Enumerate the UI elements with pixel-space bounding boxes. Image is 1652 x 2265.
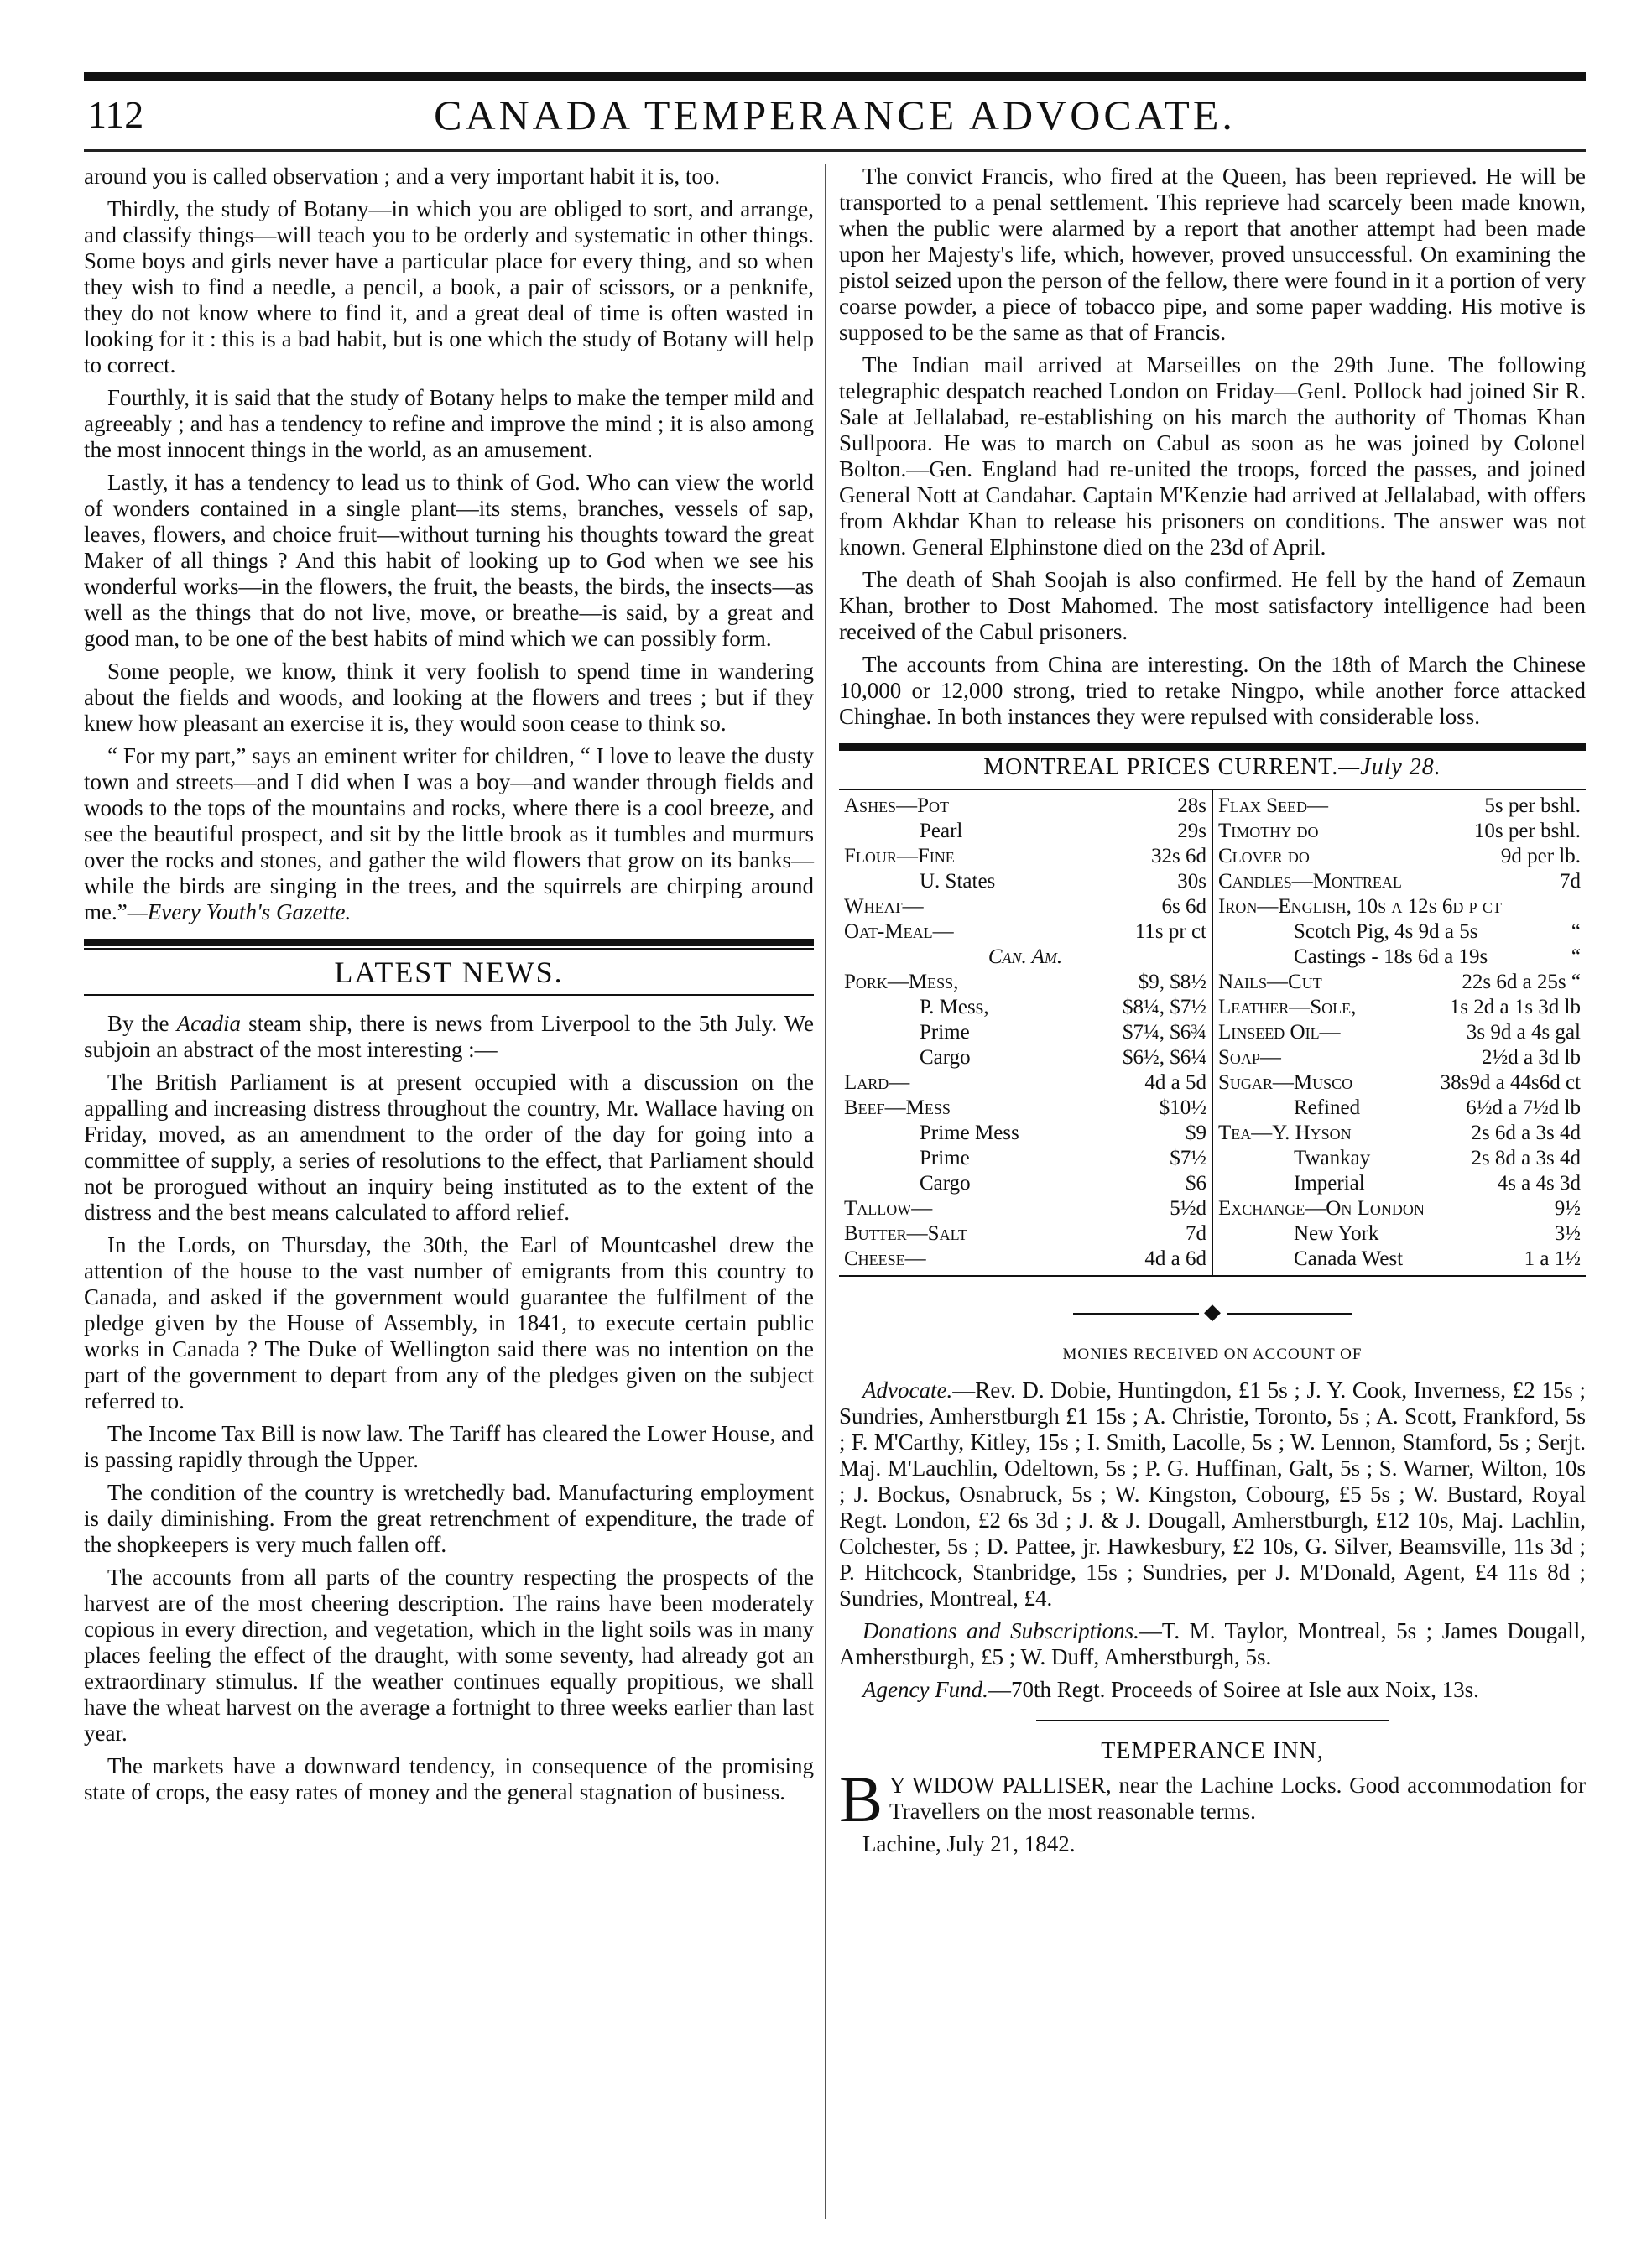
news-paragraph: The accounts from China are interesting. On the 18th of March the Chinese 10,000 or 12,000 strong, tried to retake Ningpo, while another force attacked Chinghae. In both instances they were repulsed with considerable loss. xyxy=(839,652,1586,729)
price-value: 6s 6d xyxy=(1161,895,1206,918)
price-value: $8¼, $7½ xyxy=(1123,996,1206,1018)
monies-lead: Advocate. xyxy=(862,1377,953,1403)
price-row xyxy=(844,1196,1206,1221)
monies-entry xyxy=(839,1618,1586,1670)
price-value: $7½ xyxy=(1170,1147,1206,1169)
price-value: 1s 2d a 1s 3d lb xyxy=(1449,996,1581,1018)
prices-table xyxy=(839,789,1586,1277)
news-paragraph: The condition of the country is wretchedly bad. Manufacturing employment is daily diminishing. From the great retrenchment of expenditure, the trade of the shopkeepers is very much fallen off. xyxy=(84,1480,814,1557)
price-row xyxy=(1218,970,1581,995)
price-row xyxy=(1218,1020,1581,1045)
inn-signoff: Lachine, July 21, 1842. xyxy=(862,1831,1076,1856)
price-row xyxy=(844,1247,1206,1272)
price-value: $6 xyxy=(1186,1172,1206,1195)
news-paragraph: The Indian mail arrived at Marseilles on the 29th June. The following telegraphic despatch reached London on Friday—Genl. Pollock had joined Sir R. Sale at Jellalabad, re-establishing on his march the authority of Thomas Khan Sullpoora. He was to march on Cabul as soon as he was joined by Colonel Bolton.—Gen. England had re-united the troops, forced the passes, and joined General Nott at Candahar. Captain M'Kenzie had arrived at Jellalabad, with offers from Akhdar Khan to release his prisoners on conditions. The answer was not known. General Elphinstone died on the 23d of April. xyxy=(839,352,1586,560)
monies-text: —T. M. Taylor, Montreal, 5s ; James Dougall, Amherstburgh, £5 ; W. Duff, Amherstburgh, 5s. xyxy=(839,1618,1586,1669)
price-row xyxy=(1218,1221,1581,1247)
short-rule xyxy=(1036,1720,1389,1721)
price-label: U. States xyxy=(920,870,996,893)
monies-text: —Rev. D. Dobie, Huntingdon, £1 5s ; J. Y. Cook, Inverness, £2 15s ; Sundries, Amherstburgh £1 15s ; A. Christie, Toronto, 5s ; A. Scott, Frankford, 5s ; F. M'Carthy, Kitley, 15s ; I. Smith, Lacolle, 5s ; W. Lennon, Stamford, 5s ; Serjt. Maj. M'Lauchlin, Odeltown, 5s ; P. G. Huffinan, Galt, 5s ; S. Warner, Wilton, 10s ; J. Bockus, Osnabruck, 5s ; W. Kingston, Cobourg, £5 5s ; W. Bustard, Royal Regt. London, £2 6s 3d ; J. & J. Dougall, Amherstburgh, £12 10s, Maj. Lachlin, Colchester, 5s ; D. Pattee, jr. Hawkesbury, £2 10s, G. Silver, Beamsville, 11s 3d ; P. Hitchcock, Stanbridge, 15s ; Sundries, per J. M'Donald, Agent, £4 11s 8d ; Sundries, Montreal, £4. xyxy=(839,1377,1586,1611)
price-row xyxy=(1218,1196,1581,1221)
price-row xyxy=(1218,1045,1581,1070)
price-value: 22s 6d a 25s “ xyxy=(1462,971,1581,993)
price-value: 2s 8d a 3s 4d xyxy=(1471,1147,1581,1169)
section-rule xyxy=(839,743,1586,751)
price-label: Flax Seed— xyxy=(1218,794,1329,817)
monies-text: —70th Regt. Proceeds of Soiree at Isle aux Noix, 13s. xyxy=(988,1677,1479,1702)
price-row xyxy=(1218,894,1581,919)
price-row xyxy=(1218,1121,1581,1146)
price-label: Sugar—Musco xyxy=(1218,1071,1353,1094)
price-value: 9½ xyxy=(1554,1197,1581,1220)
price-row xyxy=(1218,1247,1581,1272)
price-label: Soap— xyxy=(1218,1046,1281,1069)
price-row xyxy=(1218,1070,1581,1096)
prices-date: —July 28. xyxy=(1338,754,1441,780)
price-label: New York xyxy=(1294,1222,1379,1245)
news-intro-text: By the xyxy=(107,1011,177,1036)
price-value: 7d xyxy=(1560,870,1581,893)
price-value: 1 a 1½ xyxy=(1524,1247,1581,1270)
prices-title: MONTREAL PRICES CURRENT. xyxy=(983,754,1339,780)
botany-paragraph: Some people, we know, think it very foolish to spend time in wandering about the fields and woods, and looking at the flowers and trees ; but if they knew how pleasant an exercise it is, they would soon cease to think so. xyxy=(84,659,814,736)
inn-body: Y WIDOW PALLISER, near the Lachine Locks. Good accommodation for Travellers on the most reasonable terms. xyxy=(889,1773,1586,1824)
price-label: Pearl xyxy=(920,820,963,842)
price-value: 5½d xyxy=(1170,1197,1206,1220)
inn-heading: TEMPERANCE INN, xyxy=(1101,1738,1324,1764)
header-rule xyxy=(84,149,1586,152)
price-value: 4d a 5d xyxy=(1144,1071,1206,1094)
price-label: Flour—Fine xyxy=(844,845,955,867)
price-row xyxy=(844,894,1206,919)
price-label: Wheat— xyxy=(844,895,924,918)
price-value: 11s pr ct xyxy=(1134,920,1206,943)
price-label: Castings - 18s 6d a 19s xyxy=(1294,945,1488,968)
top-rule xyxy=(84,72,1586,81)
price-row xyxy=(844,1221,1206,1247)
price-value: 9d per lb. xyxy=(1500,845,1581,867)
price-value: 5s per bshl. xyxy=(1484,794,1581,817)
price-row xyxy=(844,970,1206,995)
latest-news-heading: LATEST NEWS. xyxy=(334,955,564,989)
prices-heading xyxy=(839,754,1586,780)
price-label: Prime Mess xyxy=(920,1122,1019,1144)
price-label: Imperial xyxy=(1294,1172,1365,1195)
news-paragraph: The accounts from all parts of the country respecting the prospects of the harvest are of the most cheering description. The rains have been moderately copious in every direction, and vegetation, which in the light soils was in many places feeling the effect of the draught, with some seventy, had already got an extraordinary stimulus. If the weather continues equally propitious, we shall have the wheat harvest on the average a fortnight to three weeks earlier than last year. xyxy=(84,1565,814,1746)
price-row xyxy=(844,1070,1206,1096)
heading-underline xyxy=(84,994,814,996)
monies-heading: MONIES RECEIVED ON ACCOUNT OF xyxy=(1062,1346,1363,1363)
price-value: $10½ xyxy=(1159,1096,1206,1119)
price-label: Pork—Mess, xyxy=(844,971,959,993)
price-row xyxy=(1218,919,1581,945)
price-row xyxy=(1218,945,1581,970)
monies-lead: Agency Fund. xyxy=(862,1677,988,1702)
price-label: Cargo xyxy=(920,1046,971,1069)
price-row xyxy=(844,869,1206,894)
price-row xyxy=(844,919,1206,945)
price-value: 3s 9d a 4s gal xyxy=(1466,1021,1581,1044)
price-label: Tea—Y. Hyson xyxy=(1218,1122,1352,1144)
quote-source: —Every Youth's Gazette. xyxy=(127,899,352,924)
price-row xyxy=(844,794,1206,819)
price-value: 32s 6d xyxy=(1151,845,1206,867)
news-paragraph: The death of Shah Soojah is also confirmed. He fell by the hand of Zemaun Khan, brother to Dost Mahomed. The most satisfactory intelligence had been received of the Cabul prisoners. xyxy=(839,567,1586,644)
price-label: Cheese— xyxy=(844,1247,926,1270)
price-label: Prime xyxy=(920,1021,970,1044)
price-label: Twankay xyxy=(1294,1147,1371,1169)
price-row xyxy=(844,1096,1206,1121)
price-label: Canada West xyxy=(1294,1247,1404,1270)
price-row xyxy=(844,1171,1206,1196)
news-paragraph: The markets have a downward tendency, in consequence of the promising state of crops, the easy rates of money and the general stagnation of business. xyxy=(84,1753,814,1804)
prices-left-column xyxy=(839,790,1212,1275)
monies-lead: Donations and Subscriptions. xyxy=(862,1618,1139,1643)
price-row xyxy=(1218,995,1581,1020)
section-rule xyxy=(84,939,814,946)
price-value: 3½ xyxy=(1554,1222,1581,1245)
price-row xyxy=(844,995,1206,1020)
price-value: 29s xyxy=(1177,820,1206,842)
price-row xyxy=(1218,794,1581,819)
price-value: $6½, $6¼ xyxy=(1123,1046,1206,1069)
price-row xyxy=(1218,819,1581,844)
price-row xyxy=(844,1045,1206,1070)
price-value: 6½d a 7½d lb xyxy=(1466,1096,1581,1119)
price-label: Exchange—On London xyxy=(1218,1197,1425,1220)
price-row xyxy=(844,1146,1206,1171)
price-label: Beef—Mess xyxy=(844,1096,951,1119)
price-label: Prime xyxy=(920,1147,970,1169)
inn-advert xyxy=(839,1763,1586,1835)
price-label: Tallow— xyxy=(844,1197,933,1220)
price-label: Butter—Salt xyxy=(844,1222,967,1245)
price-label: Cargo xyxy=(920,1172,971,1195)
price-label: Can. Am. xyxy=(988,945,1063,968)
price-label: P. Mess, xyxy=(920,996,989,1018)
price-value: 30s xyxy=(1177,870,1206,893)
news-intro-text: steam ship, there is news from Liverpool to the 5th July. We subjoin an abstract of the most interesting :— xyxy=(84,1011,814,1062)
price-value: 38s9d a 44s6d ct xyxy=(1440,1071,1581,1094)
price-label: Refined xyxy=(1294,1096,1361,1119)
page-header xyxy=(84,84,1586,143)
price-row xyxy=(844,1020,1206,1045)
price-row xyxy=(844,945,1206,970)
botany-paragraph: Fourthly, it is said that the study of Botany helps to make the temper mild and agreeably ; and has a tendency to refine and improve the mind ; it is also among the most innocent things in the world, as an amusement. xyxy=(84,385,814,462)
price-row xyxy=(1218,1146,1581,1171)
monies-entry xyxy=(839,1677,1586,1703)
prices-right-column xyxy=(1212,790,1586,1275)
price-label: Iron—English, 10s a 12s 6d p ct xyxy=(1218,895,1502,918)
price-label: Scotch Pig, 4s 9d a 5s xyxy=(1294,920,1478,943)
quote-text: “ For my part,” says an eminent writer for children, “ I love to leave the dusty town and streets—and I did when I was a boy—and wander through fields and woods to the tops of the mountains and rocks, where there is a cool breeze, and see the beautiful prospect, and sit by the little brook as it tumbles and murmurs over the rocks and stones, and gather the wild flowers that grow on its banks—while the birds are singing in the trees, and the squirrels are chirping around me.” xyxy=(84,743,814,924)
price-row xyxy=(1218,844,1581,869)
price-value: 4d a 6d xyxy=(1144,1247,1206,1270)
price-label: Nails—Cut xyxy=(1218,971,1322,993)
price-row xyxy=(844,1121,1206,1146)
price-value: 2s 6d a 3s 4d xyxy=(1471,1122,1581,1144)
section-rule-thin xyxy=(84,948,814,950)
left-column xyxy=(84,164,814,1812)
price-value: 2½d a 3d lb xyxy=(1481,1046,1581,1069)
price-label: Oat-Meal— xyxy=(844,920,954,943)
news-paragraph: In the Lords, on Thursday, the 30th, the Earl of Mountcashel drew the attention of the house to the vast number of emigrants from this country to Canada, and asked if the government would guarantee the fulfilment of the pledge given by the House of Assembly, in 1841, to execute certain public works in Canada ? The Duke of Wellington said there was no intention on the part of the government to depart from any of the pledges given on the subject referred to. xyxy=(84,1232,814,1414)
price-value: 7d xyxy=(1186,1222,1206,1245)
botany-quote xyxy=(84,743,814,925)
price-label: Clover do xyxy=(1218,845,1310,867)
monies-entry xyxy=(839,1377,1586,1612)
price-value: 4s a 4s 3d xyxy=(1497,1172,1581,1195)
page-number: 112 xyxy=(87,93,144,136)
news-intro xyxy=(84,1011,814,1063)
price-value: $9, $8½ xyxy=(1138,971,1206,993)
price-label: Leather—Sole, xyxy=(1218,996,1357,1018)
price-row xyxy=(1218,1171,1581,1196)
price-value: 10s per bshl. xyxy=(1473,820,1581,842)
price-row xyxy=(844,819,1206,844)
news-paragraph: The convict Francis, who fired at the Queen, has been reprieved. He will be transported to a penal settlement. This reprieve had scarcely been made known, when the public were alarmed by a report that another attempt had been made upon her Majesty's life, which, however, proved unsuccessful. On examining the pistol seized upon the person of the fellow, there were found in it a portion of very coarse powder, a piece of tobacco pipe, and some paper wadding. His motive is supposed to be the same as that of Francis. xyxy=(839,164,1586,345)
right-column xyxy=(839,164,1586,1864)
news-paragraph: The British Parliament is at present occupied with a discussion on the appalling and increasing distress throughout the country, Mr. Wallace having on Friday, moved, as an amendment to the order of the day for going into a committee of supply, a series of resolutions to the effect, that Parliament should not be prorogued without an inquiry being instituted as to the extent of the distress and the best means calculated to afford relief. xyxy=(84,1070,814,1225)
price-row xyxy=(844,844,1206,869)
news-paragraph: The Income Tax Bill is now law. The Tariff has cleared the Lower House, and is passing rapidly through the Upper. xyxy=(84,1421,814,1472)
price-label: Candles—Montreal xyxy=(1218,870,1402,893)
price-label: Linseed Oil— xyxy=(1218,1021,1341,1044)
price-label: Lard— xyxy=(844,1071,910,1094)
paper-title: CANADA TEMPERANCE ADVOCATE. xyxy=(434,91,1236,138)
price-value: $9 xyxy=(1186,1122,1206,1144)
botany-paragraph: Thirdly, the study of Botany—in which you are obliged to sort, and arrange, and classify things—will teach you to be orderly and systematic in other things. Some boys and girls never have a particular place for every thing, and so when they wish to find a needle, a pencil, a book, a pair of scissors, or a penknife, they do not know where to find it, and a great deal of time is often wasted in looking for it : this is a bad habit, but is one which the study of Botany will help to correct. xyxy=(84,196,814,378)
price-value: 28s xyxy=(1177,794,1206,817)
drop-cap: B xyxy=(839,1763,883,1835)
price-value: “ xyxy=(1571,920,1581,943)
price-row xyxy=(1218,869,1581,894)
column-divider xyxy=(825,164,826,2219)
ship-name: Acadia xyxy=(176,1011,242,1036)
ornament-divider: ◆ xyxy=(839,1299,1586,1325)
botany-paragraph: around you is called observation ; and a very important habit it is, too. xyxy=(84,164,721,189)
price-value: $7¼, $6¾ xyxy=(1123,1021,1206,1044)
price-value: “ xyxy=(1571,945,1581,968)
price-label: Ashes—Pot xyxy=(844,794,949,817)
price-label: Timothy do xyxy=(1218,820,1319,842)
price-row xyxy=(1218,1096,1581,1121)
botany-paragraph: Lastly, it has a tendency to lead us to think of God. Who can view the world of wonders contained in a single plant—its stems, branches, vessels of sap, leaves, flowers, and choice fruit—without turning his thoughts toward the great Maker of all things ? And this habit of looking up to God when we see his wonderful works—in the flowers, the fruit, the beasts, the birds, the insects—as well as the things that do not live, move, or breathe—is said, by a great and good man, to be one of the best habits of mind which we can possibly form. xyxy=(84,470,814,651)
